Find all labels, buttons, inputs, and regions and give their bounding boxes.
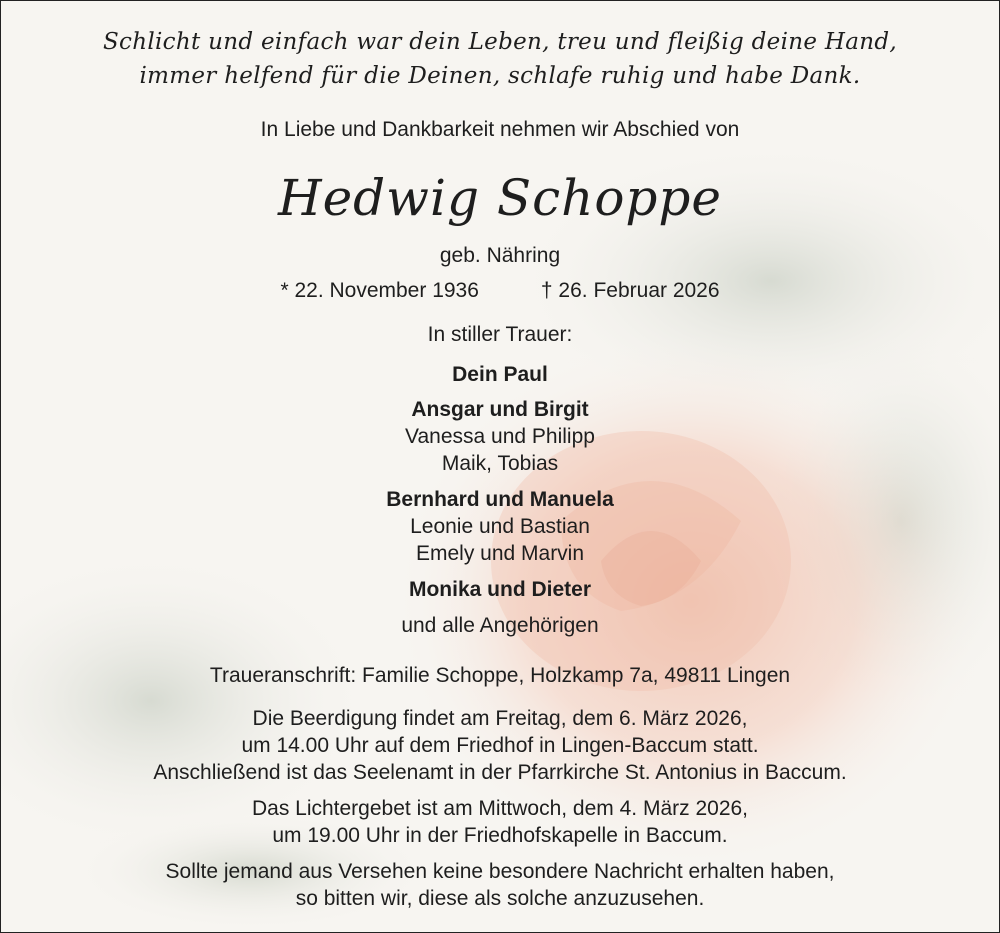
- mourners-heading: In stiller Trauer:: [427, 323, 573, 346]
- mourning-address: Traueranschrift: Familie Schoppe, Holzkamp 7a, 49811 Lingen: [209, 664, 791, 687]
- family-head: Ansgar und Birgit: [411, 398, 589, 421]
- verse-line-1: Schlicht und einfach war dein Leben, treu und fleißig deine Hand,: [102, 29, 898, 55]
- family-head: Monika und Dieter: [408, 578, 592, 601]
- family-head: Bernhard und Manuela: [386, 488, 614, 511]
- birth-name: geb. Nähring: [439, 244, 561, 267]
- verse-line-2: immer helfend für die Deinen, schlafe ruhig und habe Dank.: [139, 63, 861, 89]
- family-member: Maik, Tobias: [441, 452, 559, 475]
- dates-row: [1, 279, 999, 303]
- funeral-line: um 14.00 Uhr auf dem Friedhof in Lingen-Baccum statt.: [241, 734, 759, 757]
- death-date: † 26. Februar 2026: [540, 279, 720, 302]
- closing-line: so bitten wir, diese als solche anzuzusehen.: [295, 887, 705, 910]
- funeral-line: Anschließend ist das Seelenamt in der Pfarrkirche St. Antonius in Baccum.: [153, 761, 847, 784]
- family-member: Leonie und Bastian: [410, 515, 590, 538]
- notice-text: [1, 1, 999, 932]
- prayer-line: Das Lichtergebet ist am Mittwoch, dem 4. März 2026,: [251, 797, 749, 820]
- intro-text: In Liebe und Dankbarkeit nehmen wir Abschied von: [260, 118, 740, 141]
- funeral-line: Die Beerdigung findet am Freitag, dem 6. März 2026,: [252, 707, 748, 730]
- closing-line: Sollte jemand aus Versehen keine besondere Nachricht erhalten haben,: [165, 860, 835, 883]
- relatives-text: und alle Angehörigen: [401, 614, 599, 637]
- deceased-name: Hedwig Schoppe: [277, 169, 723, 227]
- family-head: Dein Paul: [452, 363, 548, 386]
- prayer-line: um 19.00 Uhr in der Friedhofskapelle in Baccum.: [272, 824, 728, 847]
- family-member: Vanessa und Philipp: [405, 425, 595, 448]
- family-member: Emely und Marvin: [415, 542, 585, 565]
- birth-date: * 22. November 1936: [280, 279, 479, 302]
